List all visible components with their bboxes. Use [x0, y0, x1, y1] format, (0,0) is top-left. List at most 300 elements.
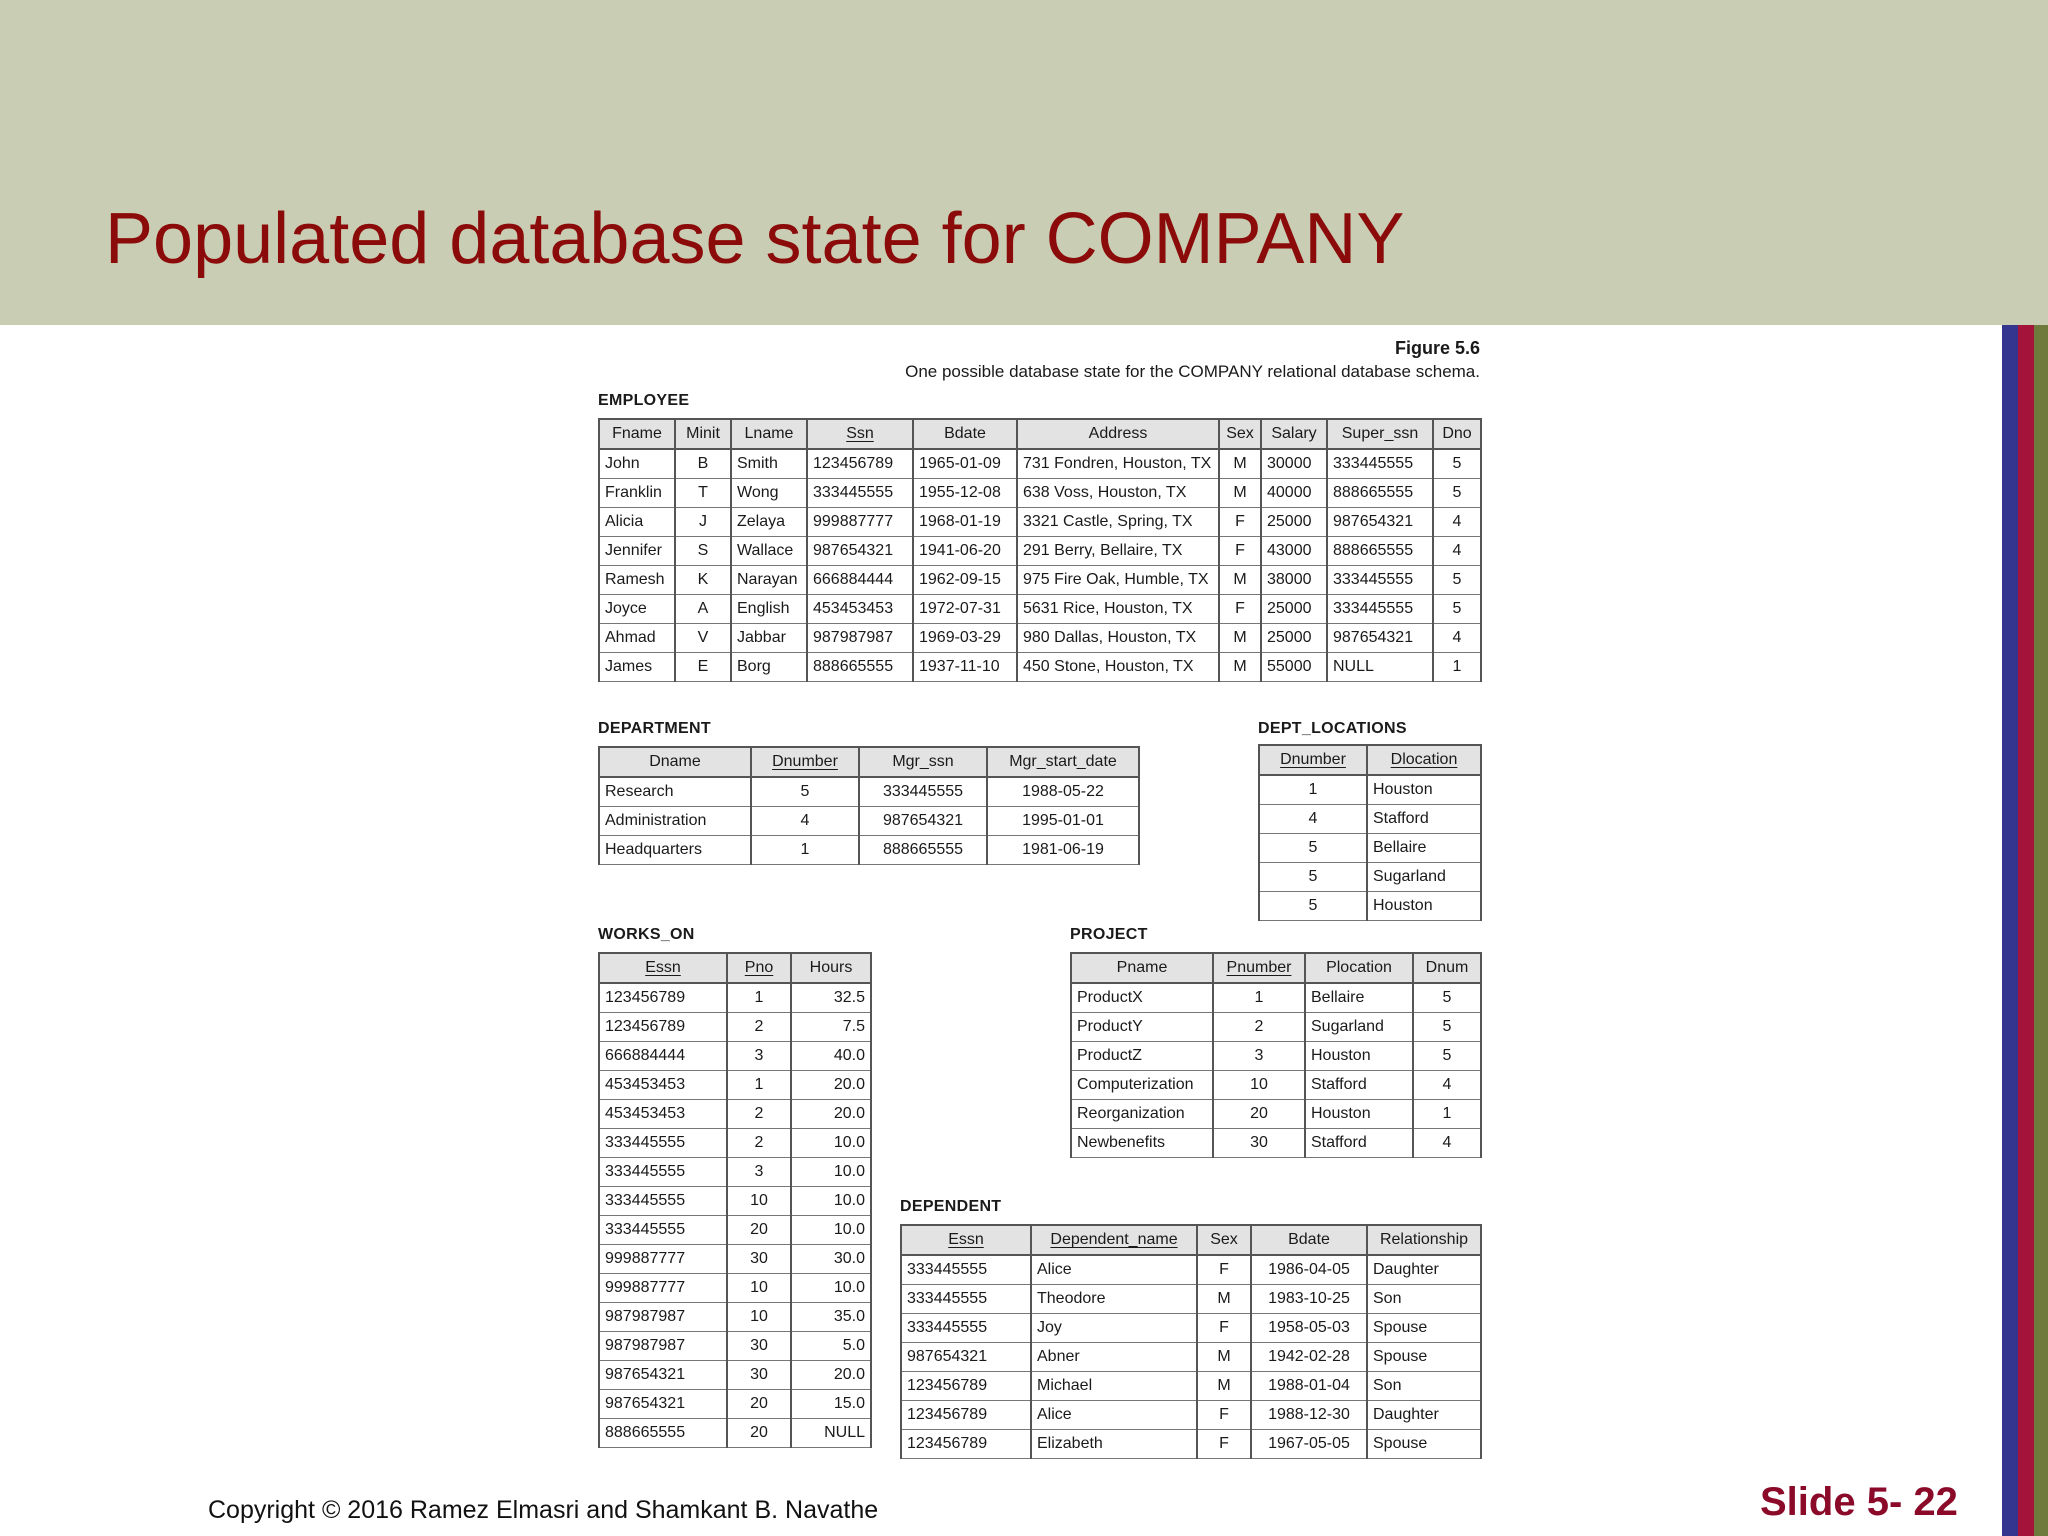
table-cell: 333445555	[1327, 595, 1433, 624]
table-cell: 20	[727, 1390, 791, 1419]
table-cell: 453453453	[599, 1071, 727, 1100]
table-cell: 5	[1413, 1013, 1481, 1042]
column-header: Plocation	[1305, 953, 1413, 983]
header-row	[599, 953, 871, 983]
table-cell: Zelaya	[731, 508, 807, 537]
table-cell: 975 Fire Oak, Humble, TX	[1017, 566, 1219, 595]
table-cell: 123456789	[901, 1372, 1031, 1401]
table-cell: 1995-01-01	[987, 807, 1139, 836]
table-cell: Jennifer	[599, 537, 675, 566]
table-cell: English	[731, 595, 807, 624]
figure-caption: One possible database state for the COMPANY relational database schema.	[905, 362, 1480, 381]
table-cell: 4	[1413, 1071, 1481, 1100]
table-cell: 666884444	[807, 566, 913, 595]
table-cell: 987654321	[599, 1390, 727, 1419]
table-row	[599, 1274, 871, 1303]
table-row	[599, 1013, 871, 1042]
table-row	[1071, 1071, 1481, 1100]
table-cell: F	[1197, 1401, 1251, 1430]
table-cell: 1967-05-05	[1251, 1430, 1367, 1459]
table-cell: 2	[727, 1129, 791, 1158]
employee-table-name: EMPLOYEE	[598, 392, 690, 409]
table-cell: 333445555	[901, 1285, 1031, 1314]
column-header: Dnum	[1413, 953, 1481, 983]
column-header: Pname	[1071, 953, 1213, 983]
table-cell: 1	[1259, 775, 1367, 805]
table-row	[901, 1430, 1481, 1459]
table-cell: John	[599, 449, 675, 479]
table-cell: M	[1219, 653, 1261, 682]
table-row	[901, 1285, 1481, 1314]
table-cell: 987654321	[859, 807, 987, 836]
header-row	[1071, 953, 1481, 983]
table-cell: 1	[1433, 653, 1481, 682]
table-cell: 1	[1413, 1100, 1481, 1129]
table-cell: ProductX	[1071, 983, 1213, 1013]
table-cell: 333445555	[599, 1158, 727, 1187]
table-cell: 1986-04-05	[1251, 1255, 1367, 1285]
table-cell: 333445555	[599, 1187, 727, 1216]
table-cell: 987654321	[1327, 624, 1433, 653]
table-row	[599, 595, 1481, 624]
column-header: Ssn	[807, 419, 913, 449]
table-cell: 5	[1259, 892, 1367, 921]
table-cell: 453453453	[599, 1100, 727, 1129]
column-header: Pno	[727, 953, 791, 983]
table-cell: M	[1197, 1343, 1251, 1372]
table-cell: 10	[1213, 1071, 1305, 1100]
table-row	[599, 1187, 871, 1216]
table-cell: Stafford	[1305, 1129, 1413, 1158]
table-cell: 987987987	[807, 624, 913, 653]
table-cell: Administration	[599, 807, 751, 836]
table-cell: Spouse	[1367, 1343, 1481, 1372]
table-cell: M	[1219, 624, 1261, 653]
column-header: Bdate	[1251, 1225, 1367, 1255]
table-row	[599, 836, 1139, 865]
table-cell: Sugarland	[1367, 863, 1481, 892]
table-row	[599, 1390, 871, 1419]
table-cell: James	[599, 653, 675, 682]
table-cell: 10	[727, 1187, 791, 1216]
table-cell: 4	[1433, 537, 1481, 566]
table-cell: 10.0	[791, 1129, 871, 1158]
table-cell: 30.0	[791, 1245, 871, 1274]
table-cell: 1983-10-25	[1251, 1285, 1367, 1314]
table-cell: Elizabeth	[1031, 1430, 1197, 1459]
table-cell: 1958-05-03	[1251, 1314, 1367, 1343]
table-cell: 450 Stone, Houston, TX	[1017, 653, 1219, 682]
dept-locations-table	[1258, 744, 1482, 921]
table-cell: F	[1197, 1314, 1251, 1343]
table-cell: 35.0	[791, 1303, 871, 1332]
table-row	[599, 1361, 871, 1390]
table-cell: 123456789	[901, 1401, 1031, 1430]
table-row	[599, 449, 1481, 479]
table-cell: 2	[1213, 1013, 1305, 1042]
table-cell: 1988-01-04	[1251, 1372, 1367, 1401]
table-cell: Smith	[731, 449, 807, 479]
table-row	[1259, 805, 1481, 834]
table-cell: V	[675, 624, 731, 653]
table-cell: 5	[1433, 479, 1481, 508]
table-cell: Spouse	[1367, 1430, 1481, 1459]
table-cell: 731 Fondren, Houston, TX	[1017, 449, 1219, 479]
table-cell: 123456789	[599, 983, 727, 1013]
table-cell: 10.0	[791, 1158, 871, 1187]
table-cell: 1968-01-19	[913, 508, 1017, 537]
table-cell: Wallace	[731, 537, 807, 566]
table-cell: 999887777	[599, 1274, 727, 1303]
table-cell: 1	[1213, 983, 1305, 1013]
table-row	[1259, 863, 1481, 892]
table-row	[599, 1100, 871, 1129]
table-row	[1071, 1013, 1481, 1042]
table-cell: 5.0	[791, 1332, 871, 1361]
header-row	[901, 1225, 1481, 1255]
table-cell: 5	[1259, 834, 1367, 863]
table-row	[1071, 1042, 1481, 1071]
table-row	[599, 983, 871, 1013]
table-row	[1071, 1129, 1481, 1158]
table-cell: 32.5	[791, 983, 871, 1013]
table-cell: 2	[727, 1013, 791, 1042]
table-cell: 25000	[1261, 595, 1327, 624]
table-row	[599, 479, 1481, 508]
table-cell: 5	[1413, 1042, 1481, 1071]
table-cell: 3	[727, 1158, 791, 1187]
column-header: Dname	[599, 747, 751, 777]
table-row	[599, 653, 1481, 682]
table-row	[599, 1245, 871, 1274]
table-cell: 25000	[1261, 624, 1327, 653]
department-table-name: DEPARTMENT	[598, 720, 711, 737]
table-cell: 987654321	[807, 537, 913, 566]
header-row	[599, 419, 1481, 449]
table-row	[901, 1314, 1481, 1343]
works-on-table	[598, 952, 872, 1448]
table-cell: 5631 Rice, Houston, TX	[1017, 595, 1219, 624]
table-cell: NULL	[1327, 653, 1433, 682]
table-cell: 1972-07-31	[913, 595, 1017, 624]
table-cell: Alice	[1031, 1255, 1197, 1285]
column-header: Fname	[599, 419, 675, 449]
table-cell: 1981-06-19	[987, 836, 1139, 865]
table-cell: K	[675, 566, 731, 595]
column-header: Dnumber	[1259, 745, 1367, 775]
table-cell: 10	[727, 1303, 791, 1332]
project-table-name: PROJECT	[1070, 926, 1148, 943]
table-cell: 291 Berry, Bellaire, TX	[1017, 537, 1219, 566]
table-row	[599, 1129, 871, 1158]
table-cell: Stafford	[1305, 1071, 1413, 1100]
column-header: Sex	[1197, 1225, 1251, 1255]
table-row	[901, 1372, 1481, 1401]
slide-title: Populated database state for COMPANY	[105, 199, 1405, 279]
table-row	[1259, 892, 1481, 921]
column-header: Sex	[1219, 419, 1261, 449]
column-header: Dno	[1433, 419, 1481, 449]
table-cell: 888665555	[807, 653, 913, 682]
table-row	[599, 537, 1481, 566]
table-cell: A	[675, 595, 731, 624]
column-header: Address	[1017, 419, 1219, 449]
table-cell: Computerization	[1071, 1071, 1213, 1100]
dependent-table-name: DEPENDENT	[900, 1198, 1002, 1215]
table-row	[599, 566, 1481, 595]
table-cell: 333445555	[599, 1216, 727, 1245]
dependent-table	[900, 1224, 1482, 1459]
table-cell: 4	[751, 807, 859, 836]
table-cell: NULL	[791, 1419, 871, 1448]
table-cell: 999887777	[599, 1245, 727, 1274]
table-cell: 55000	[1261, 653, 1327, 682]
table-cell: 20	[1213, 1100, 1305, 1129]
table-cell: 2	[727, 1100, 791, 1129]
table-cell: Houston	[1367, 892, 1481, 921]
table-row	[901, 1343, 1481, 1372]
column-header: Dnumber	[751, 747, 859, 777]
table-cell: 5	[751, 777, 859, 807]
header-row	[1259, 745, 1481, 775]
table-cell: 20.0	[791, 1100, 871, 1129]
table-cell: 1955-12-08	[913, 479, 1017, 508]
table-cell: 987654321	[1327, 508, 1433, 537]
table-cell: Sugarland	[1305, 1013, 1413, 1042]
table-cell: 1	[751, 836, 859, 865]
table-cell: 1937-11-10	[913, 653, 1017, 682]
table-cell: 5	[1433, 449, 1481, 479]
employee-table	[598, 418, 1482, 682]
table-row	[599, 807, 1139, 836]
table-row	[1071, 1100, 1481, 1129]
table-cell: 3	[1213, 1042, 1305, 1071]
column-header: Essn	[901, 1225, 1031, 1255]
table-cell: 43000	[1261, 537, 1327, 566]
table-cell: 20	[727, 1419, 791, 1448]
table-cell: 5	[1433, 595, 1481, 624]
table-cell: ProductY	[1071, 1013, 1213, 1042]
table-cell: 30	[727, 1245, 791, 1274]
figure	[598, 330, 1480, 1470]
table-cell: Theodore	[1031, 1285, 1197, 1314]
table-cell: 453453453	[807, 595, 913, 624]
table-cell: 10	[727, 1274, 791, 1303]
table-cell: 4	[1433, 508, 1481, 537]
column-header: Dlocation	[1367, 745, 1481, 775]
table-cell: 987987987	[599, 1332, 727, 1361]
table-cell: 1	[727, 983, 791, 1013]
side-stripe-red	[2018, 325, 2034, 1536]
table-cell: M	[1219, 566, 1261, 595]
column-header: Salary	[1261, 419, 1327, 449]
table-cell: 333445555	[859, 777, 987, 807]
header-row	[599, 747, 1139, 777]
table-cell: Houston	[1305, 1042, 1413, 1071]
table-cell: 5	[1413, 983, 1481, 1013]
table-cell: 30000	[1261, 449, 1327, 479]
dept-locations-table-name: DEPT_LOCATIONS	[1258, 720, 1407, 737]
table-cell: B	[675, 449, 731, 479]
table-cell: 123456789	[901, 1430, 1031, 1459]
table-cell: M	[1197, 1285, 1251, 1314]
table-cell: 15.0	[791, 1390, 871, 1419]
table-cell: Abner	[1031, 1343, 1197, 1372]
column-header: Mgr_start_date	[987, 747, 1139, 777]
table-cell: 888665555	[599, 1419, 727, 1448]
table-cell: Franklin	[599, 479, 675, 508]
table-row	[599, 624, 1481, 653]
column-header: Hours	[791, 953, 871, 983]
table-cell: 20	[727, 1216, 791, 1245]
table-cell: 333445555	[901, 1314, 1031, 1343]
table-cell: Reorganization	[1071, 1100, 1213, 1129]
table-cell: 333445555	[807, 479, 913, 508]
table-row	[599, 508, 1481, 537]
table-cell: F	[1197, 1430, 1251, 1459]
table-cell: Alicia	[599, 508, 675, 537]
table-cell: Son	[1367, 1372, 1481, 1401]
table-cell: 1	[727, 1071, 791, 1100]
table-cell: Joyce	[599, 595, 675, 624]
table-cell: 888665555	[1327, 479, 1433, 508]
table-cell: 999887777	[807, 508, 913, 537]
table-cell: 3	[727, 1042, 791, 1071]
table-cell: 987987987	[599, 1303, 727, 1332]
table-cell: 7.5	[791, 1013, 871, 1042]
table-cell: E	[675, 653, 731, 682]
table-cell: 333445555	[1327, 566, 1433, 595]
table-cell: 38000	[1261, 566, 1327, 595]
copyright-text: Copyright © 2016 Ramez Elmasri and Shamkant B. Navathe	[208, 1496, 879, 1524]
table-cell: Houston	[1367, 775, 1481, 805]
table-cell: 1942-02-28	[1251, 1343, 1367, 1372]
table-cell: 1988-05-22	[987, 777, 1139, 807]
table-cell: ProductZ	[1071, 1042, 1213, 1071]
table-cell: 1941-06-20	[913, 537, 1017, 566]
table-cell: 40000	[1261, 479, 1327, 508]
table-cell: Bellaire	[1367, 834, 1481, 863]
table-cell: 1969-03-29	[913, 624, 1017, 653]
table-cell: 5	[1259, 863, 1367, 892]
table-cell: 123456789	[599, 1013, 727, 1042]
department-table	[598, 746, 1140, 865]
table-cell: Borg	[731, 653, 807, 682]
table-row	[599, 1216, 871, 1245]
side-stripe-blue	[2002, 325, 2018, 1536]
table-cell: F	[1219, 508, 1261, 537]
table-cell: Jabbar	[731, 624, 807, 653]
table-cell: 980 Dallas, Houston, TX	[1017, 624, 1219, 653]
column-header: Lname	[731, 419, 807, 449]
side-stripe-green	[2034, 325, 2048, 1536]
table-cell: 4	[1259, 805, 1367, 834]
table-row	[599, 1071, 871, 1100]
column-header: Relationship	[1367, 1225, 1481, 1255]
table-row	[901, 1401, 1481, 1430]
table-cell: 1965-01-09	[913, 449, 1017, 479]
table-cell: Alice	[1031, 1401, 1197, 1430]
table-cell: F	[1197, 1255, 1251, 1285]
table-row	[599, 1158, 871, 1187]
table-cell: 3321 Castle, Spring, TX	[1017, 508, 1219, 537]
table-cell: 10.0	[791, 1274, 871, 1303]
table-cell: F	[1219, 595, 1261, 624]
table-cell: 888665555	[1327, 537, 1433, 566]
table-row	[901, 1255, 1481, 1285]
table-cell: T	[675, 479, 731, 508]
column-header: Mgr_ssn	[859, 747, 987, 777]
table-cell: Daughter	[1367, 1401, 1481, 1430]
table-cell: Bellaire	[1305, 983, 1413, 1013]
table-cell: 333445555	[901, 1255, 1031, 1285]
table-cell: Houston	[1305, 1100, 1413, 1129]
table-row	[599, 1419, 871, 1448]
table-row	[599, 1332, 871, 1361]
figure-label: Figure 5.6	[1394, 338, 1480, 358]
table-cell: S	[675, 537, 731, 566]
table-cell: Headquarters	[599, 836, 751, 865]
table-cell: 5	[1433, 566, 1481, 595]
project-table	[1070, 952, 1482, 1158]
table-cell: 10.0	[791, 1216, 871, 1245]
column-header: Pnumber	[1213, 953, 1305, 983]
table-cell: 30	[1213, 1129, 1305, 1158]
table-cell: 333445555	[1327, 449, 1433, 479]
table-cell: Son	[1367, 1285, 1481, 1314]
table-cell: 1988-12-30	[1251, 1401, 1367, 1430]
table-cell: Daughter	[1367, 1255, 1481, 1285]
table-row	[1071, 983, 1481, 1013]
column-header: Essn	[599, 953, 727, 983]
table-cell: Research	[599, 777, 751, 807]
column-header: Bdate	[913, 419, 1017, 449]
table-cell: 20.0	[791, 1361, 871, 1390]
column-header: Minit	[675, 419, 731, 449]
table-cell: 4	[1433, 624, 1481, 653]
table-cell: 30	[727, 1332, 791, 1361]
table-cell: 666884444	[599, 1042, 727, 1071]
table-cell: M	[1219, 479, 1261, 508]
table-cell: 1962-09-15	[913, 566, 1017, 595]
table-cell: 40.0	[791, 1042, 871, 1071]
table-cell: J	[675, 508, 731, 537]
works-on-table-name: WORKS_ON	[598, 926, 695, 943]
table-cell: 638 Voss, Houston, TX	[1017, 479, 1219, 508]
table-cell: Newbenefits	[1071, 1129, 1213, 1158]
table-cell: 10.0	[791, 1187, 871, 1216]
table-cell: Spouse	[1367, 1314, 1481, 1343]
table-row	[1259, 834, 1481, 863]
table-cell: 888665555	[859, 836, 987, 865]
table-cell: Wong	[731, 479, 807, 508]
table-cell: Michael	[1031, 1372, 1197, 1401]
table-row	[599, 1042, 871, 1071]
table-cell: 4	[1413, 1129, 1481, 1158]
table-cell: M	[1197, 1372, 1251, 1401]
table-cell: 987654321	[901, 1343, 1031, 1372]
table-cell: Narayan	[731, 566, 807, 595]
table-row	[1259, 775, 1481, 805]
table-cell: 30	[727, 1361, 791, 1390]
slide-number: Slide 5- 22	[1760, 1480, 1958, 1524]
table-cell: F	[1219, 537, 1261, 566]
table-row	[599, 777, 1139, 807]
table-cell: 20.0	[791, 1071, 871, 1100]
column-header: Dependent_name	[1031, 1225, 1197, 1255]
table-cell: M	[1219, 449, 1261, 479]
table-cell: 987654321	[599, 1361, 727, 1390]
